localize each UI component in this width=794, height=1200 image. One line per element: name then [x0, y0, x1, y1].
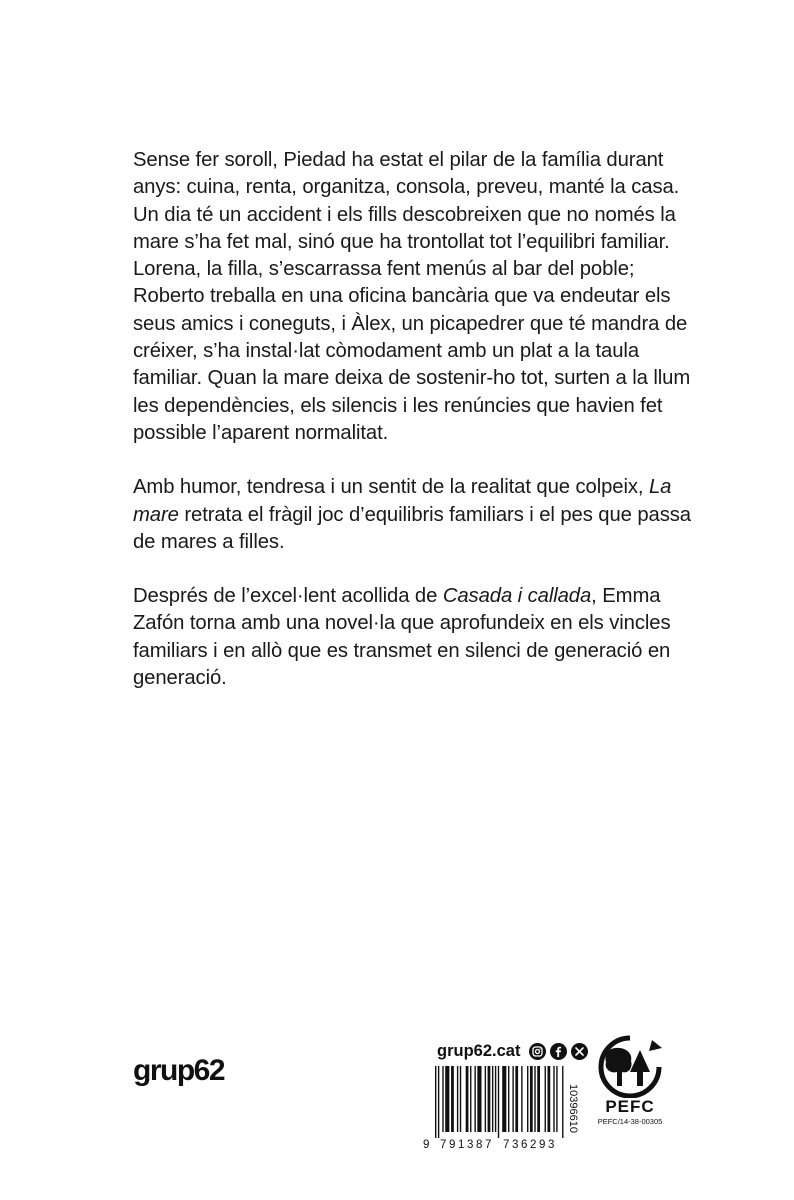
blurb-paragraph-2	[133, 474, 693, 556]
instagram-icon	[529, 1043, 546, 1060]
barcode-bar	[474, 1066, 475, 1132]
barcode-bar	[537, 1066, 540, 1132]
isbn-digits	[423, 1139, 565, 1155]
barcode-bar	[492, 1066, 493, 1132]
back-cover-blurb	[133, 147, 693, 719]
blurb-p3-end: , Emma Zafón torna amb una novel·la que aprofundeix en els vincles familiars i en allò que es transmet en silenci de generació en generació.	[133, 585, 671, 690]
book-title: La mare	[133, 476, 672, 526]
barcode-bar	[442, 1066, 443, 1132]
isbn-barcode	[423, 1066, 565, 1156]
previous-book-title: Casada i callada	[442, 585, 592, 608]
blurb-p2-end: retrata el fràgil joc d’equilibris familiars i el pes que passa de mares a filles.	[133, 503, 691, 553]
pefc-logo	[596, 1034, 664, 1098]
barcode-bar	[495, 1066, 496, 1132]
barcode-bar	[502, 1066, 506, 1132]
barcode-bar	[515, 1066, 518, 1132]
x-icon	[571, 1043, 588, 1060]
publisher-logo: grup62	[133, 1054, 225, 1087]
barcode-bar	[512, 1066, 513, 1132]
barcode-bar	[545, 1066, 546, 1132]
barcode-bar	[438, 1066, 439, 1138]
isbn-left-group: 791387	[440, 1139, 494, 1151]
barcode-bar	[435, 1066, 436, 1138]
barcode-bar	[530, 1066, 533, 1132]
barcode-bar	[508, 1066, 509, 1132]
blurb-p3-start: Després de l’excel·lent acollida de	[133, 585, 438, 608]
barcode-bar	[488, 1066, 491, 1132]
facebook-icon	[550, 1043, 567, 1060]
barcode-bar	[498, 1066, 499, 1138]
barcode-bar	[445, 1066, 449, 1132]
barcode-bar	[477, 1066, 481, 1132]
barcode-bar	[547, 1066, 550, 1132]
isbn-right-group: 736293	[503, 1139, 557, 1151]
blurb-p2-start: Amb humor, tendresa i un sentit de la realitat que colpeix,	[133, 476, 644, 499]
barcode-bar	[527, 1066, 528, 1132]
barcode-bar	[460, 1066, 461, 1132]
pefc-label: PEFC	[605, 1097, 655, 1116]
pefc-certification-code: PEFC/14-38-00305	[597, 1117, 663, 1126]
barcode-bar	[556, 1066, 557, 1132]
publisher-web-row	[437, 1040, 588, 1062]
barcode-bar	[466, 1066, 469, 1132]
blurb-paragraph-1: Sense fer soroll, Piedad ha estat el pilar de la família durant anys: cuina, renta, organitza, consola, preveu, manté la casa. Un dia té un accident i els fills descobreixen que no només la mare s’ha fet mal, sinó que ha trontollat tot l’equilibri familiar. Lorena, la filla, s’escarrassa fent menús al bar del poble; Roberto treballa en una oficina bancària que va endeutar els seus amics i coneguts, i Àlex, un picapedrer que té mandra de créixer, s’ha instal·lat còmodament amb un plat a la taula familiar. Quan la mare deixa de sostenir-ho tot, surten a la llum les dependències, els silencis i les renúncies que havien fet possible l’aparent normalitat.	[133, 149, 691, 444]
barcode-bar	[457, 1066, 458, 1132]
blurb-paragraph-3	[133, 583, 693, 692]
barcode-bar	[534, 1066, 535, 1132]
publisher-website: grup62.cat	[437, 1041, 521, 1060]
barcode-bars	[435, 1066, 565, 1138]
product-code: 10396610	[567, 1083, 579, 1133]
isbn-prefix-digit: 9	[423, 1139, 430, 1151]
barcode-bar	[470, 1066, 471, 1132]
barcode-bar	[553, 1066, 554, 1132]
barcode-bar	[451, 1066, 454, 1132]
barcode-bar	[521, 1066, 522, 1132]
barcode-bar	[485, 1066, 486, 1132]
